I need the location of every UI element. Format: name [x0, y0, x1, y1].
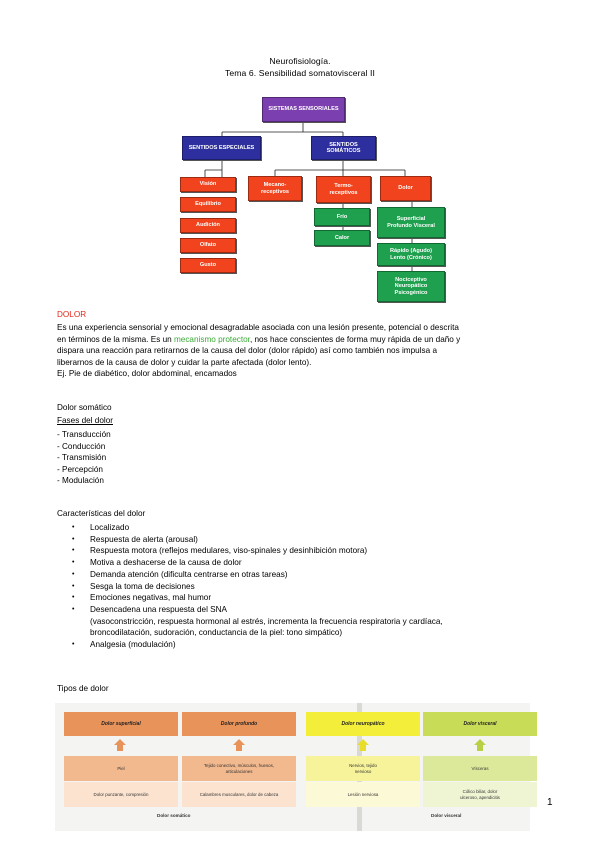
tipo-visceral-origin: Vísceras [423, 756, 537, 781]
page-number: 1 [547, 797, 553, 808]
sna-detail-line: broncodilatación, sudoración, conductancia de la piel: tono simpático) [90, 628, 343, 638]
node-sistemas-sensoriales: SISTEMAS SENSORIALES [262, 97, 345, 122]
fases-list [57, 429, 111, 487]
tipo-visceral-type: Cólico biliar, dolor ulceroso, apendicitis [423, 782, 537, 807]
caracteristica-item: • Motiva a deshacerse de la causa de dolor [57, 557, 567, 569]
caracteristica-item: • Desencadena una respuesta del SNA [57, 604, 567, 616]
caracteristica-item: • Localizado [57, 522, 567, 534]
fase-item: - Modulación [57, 476, 104, 486]
foot-dolor-somatico: Dolor somático [157, 813, 191, 818]
somatico-heading: Dolor somático [57, 403, 112, 412]
fase-item: - Conducción [57, 441, 106, 451]
node-calor: Calor [314, 230, 370, 246]
mecanismo-protector-highlight: mecanismo protector [173, 334, 250, 344]
tipo-neuropatico-type: Lesión nerviosa [306, 782, 420, 807]
caracteristica-item: • Analgesia (modulación) [57, 639, 567, 651]
arrow-up-icon [473, 738, 487, 752]
tipo-profundo-header: Dolor profundo [182, 712, 296, 736]
dolor-line-1: Es una experiencia sensorial y emocional desagradable asociada con una lesión presente, potencial o descrita [57, 323, 459, 332]
tipo-superficial-type: Dolor punzante, compresión [64, 782, 178, 807]
header-line2: Tema 6. Sensibilidad somatovisceral II [225, 68, 375, 78]
tipo-superficial-origin: Piel [64, 756, 178, 781]
caracteristicas-heading: Características del dolor [57, 509, 146, 518]
caracteristica-item: • Sesga la toma de decisiones [57, 581, 567, 593]
sna-detail [57, 616, 567, 639]
foot-dolor-visceral: Dolor visceral [431, 813, 462, 818]
arrow-up-icon [356, 738, 370, 752]
node-sentidos-especiales: SENTIDOS ESPECIALES [182, 136, 261, 160]
fase-item: - Percepción [57, 464, 103, 474]
diagram-connectors [0, 0, 600, 310]
node-frio: Frío [314, 208, 370, 226]
node-superficial-profundo-visceral: Superficial Profundo Visceral [377, 207, 445, 238]
dolor-line-2 [57, 334, 557, 346]
tipo-profundo-origin: Tejido conectivo, músculos, huesos, articulaciones [182, 756, 296, 781]
tipo-profundo-type: Calambres musculares, dolor de cabeza [182, 782, 296, 807]
tipos-heading: Tipos de dolor [57, 684, 109, 693]
caracteristica-item: • Emociones negativas, mal humor [57, 592, 567, 604]
node-sentidos-somaticos: SENTIDOS SOMÁTICOS [311, 136, 376, 160]
node-nociceptivo: Nociceptivo Neuropático Psicogénico [377, 271, 445, 302]
header-line1: Neurofisiología. [269, 56, 331, 66]
dolor-paragraph [57, 322, 557, 380]
caracteristica-item: • Respuesta de alerta (arousal) [57, 534, 567, 546]
node-gusto: Gusto [180, 258, 236, 273]
node-termoreceptivos: Termo-receptivos [316, 176, 371, 203]
node-rapido-lento: Rápido (Agudo) Lento (Crónico) [377, 243, 445, 266]
dolor-line-3: dispara una reacción para retirarnos de la causa del dolor (dolor rápido) así como también nos impulsa a [57, 346, 438, 356]
arrow-up-icon [232, 738, 246, 752]
dolor-line-2-post: , nos hace conscientes de forma muy rápida de un daño y [249, 334, 461, 344]
dolor-line-2-pre: en términos de la misma. Es un [57, 334, 174, 344]
fases-heading: Fases del dolor [57, 416, 113, 425]
node-equilibrio: Equilibrio [180, 197, 236, 212]
tipo-neuropatico-origin: Nervios, tejido nervioso [306, 756, 420, 781]
dolor-heading: DOLOR [57, 310, 87, 319]
node-olfato: Olfato [180, 238, 236, 253]
node-audicion: Audición [180, 218, 236, 233]
node-mecanoreceptivos: Mecano-receptivos [248, 176, 302, 201]
caracteristicas-list-last [57, 639, 567, 651]
tipo-neuropatico-header: Dolor neuropático [306, 712, 420, 736]
caracteristica-item: • Demanda atención (dificulta centrarse en otras tareas) [57, 569, 567, 581]
node-vision: Visión [180, 177, 236, 192]
tipo-visceral-header: Dolor visceral [423, 712, 537, 736]
fase-item: - Transducción [57, 430, 111, 439]
sna-detail-line: (vasoconstricción, respuesta hormonal al estrés, incrementa la frecuencia respiratoria y cardíaca, [90, 616, 443, 626]
caracteristica-item: • Respuesta motora (reflejos medulares, viso-spinales y desinhibición motora) [57, 545, 567, 557]
tipo-superficial-header: Dolor superficial [64, 712, 178, 736]
dolor-line-4: liberarnos de la causa de dolor y cuidar la parte afectada (dolor lento). [57, 357, 312, 367]
dolor-example: Ej. Pie de diabético, dolor abdominal, encamados [57, 369, 237, 379]
caracteristicas-list-wrap [57, 522, 567, 651]
caracteristicas-list [57, 522, 567, 616]
arrow-up-icon [113, 738, 127, 752]
fase-item: - Transmisión [57, 453, 107, 463]
node-dolor: Dolor [380, 176, 431, 201]
